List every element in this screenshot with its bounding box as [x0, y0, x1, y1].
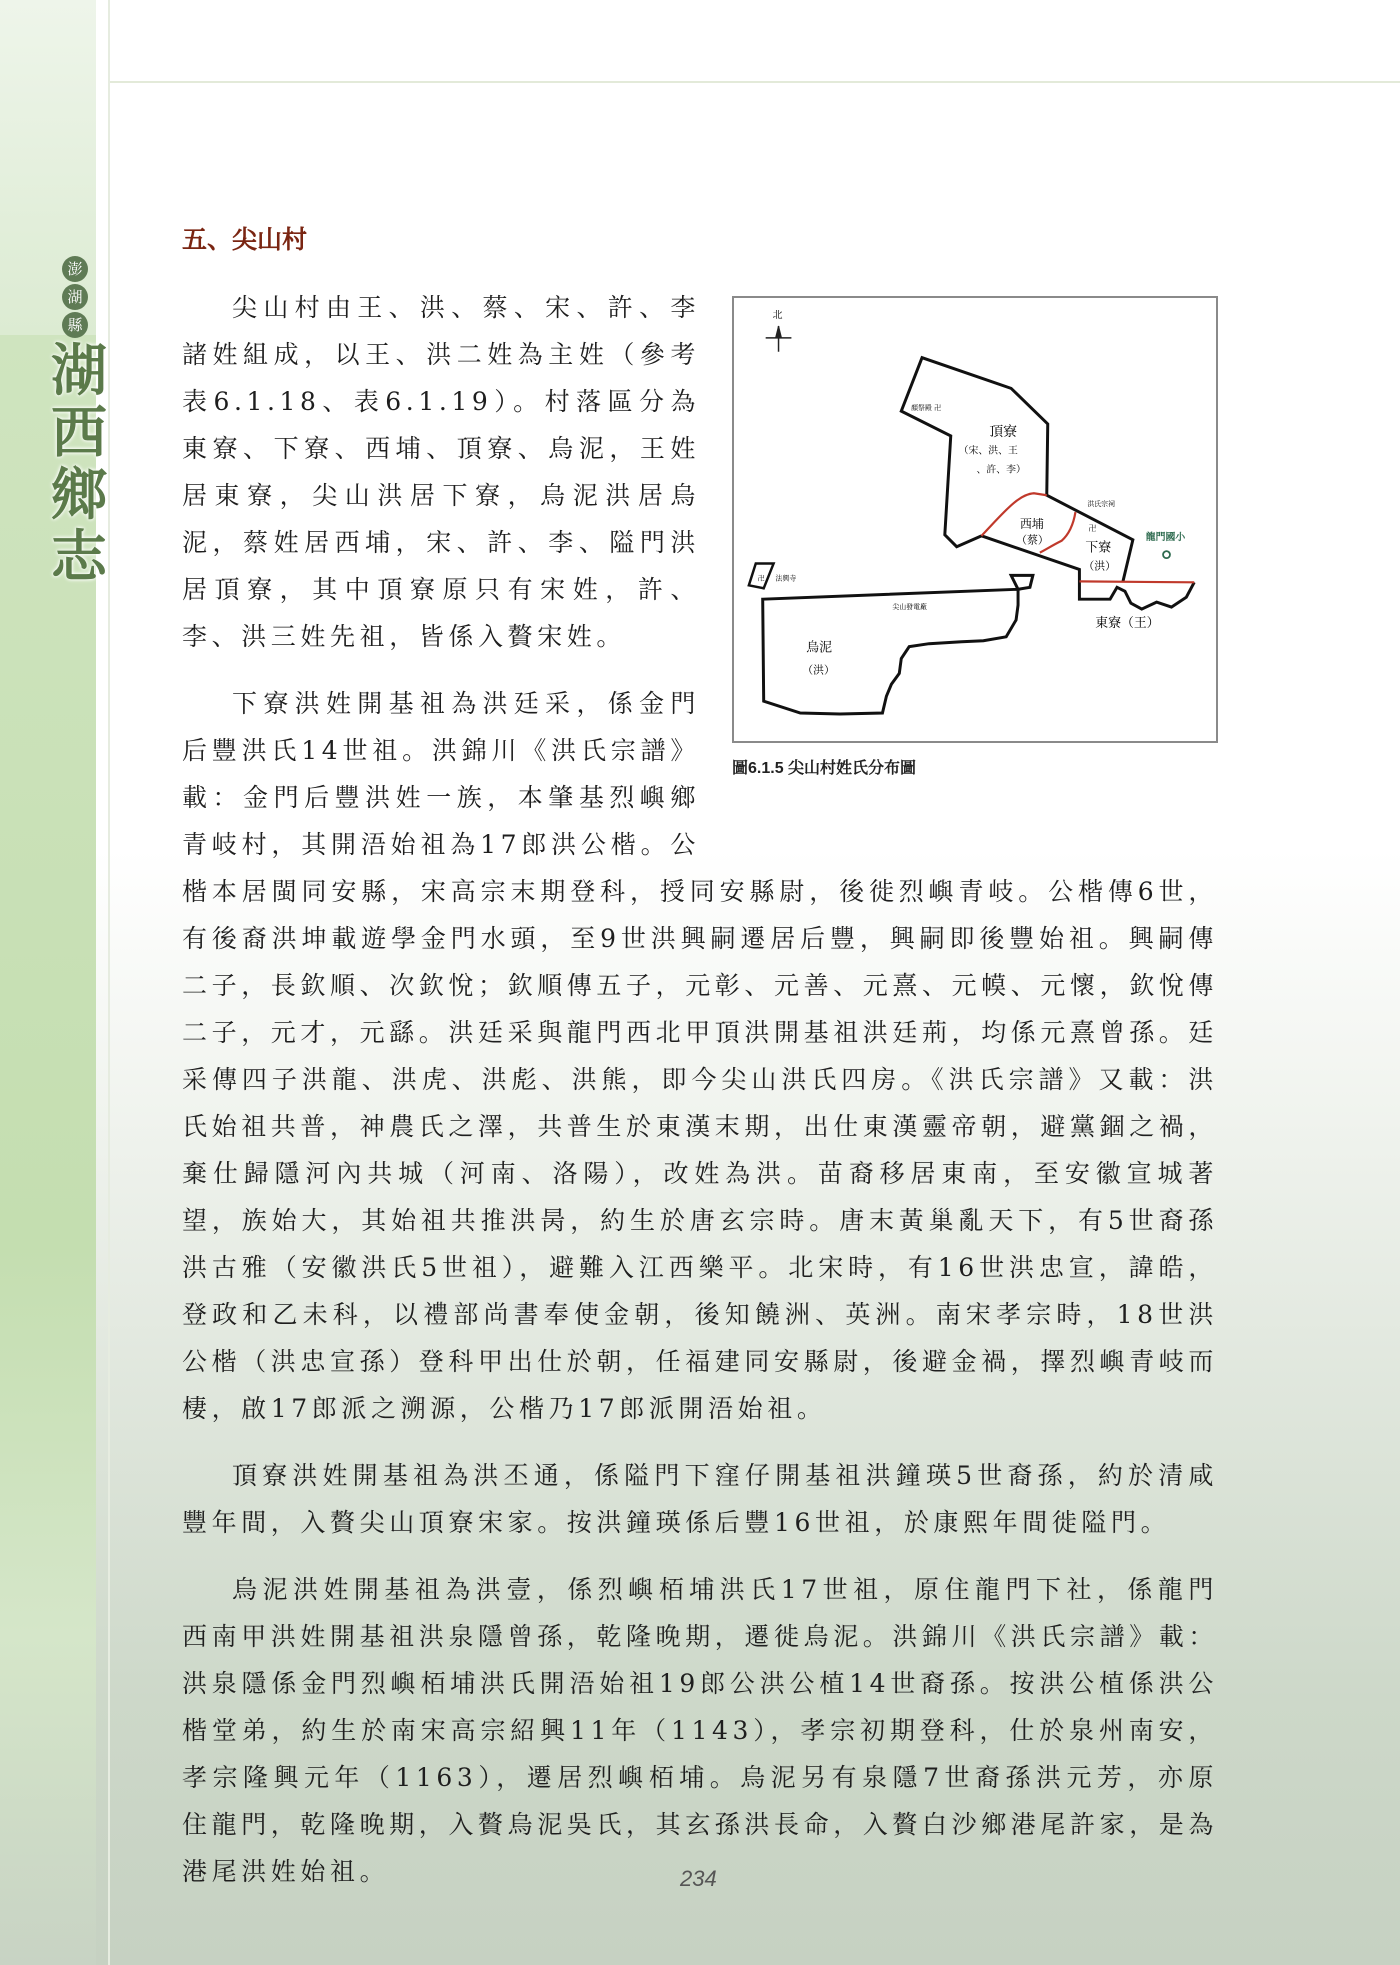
power-plant-label: 尖山發電廠	[892, 603, 927, 612]
book-title-char: 志	[51, 524, 107, 590]
surname-distribution-map	[732, 296, 1218, 743]
page-margin-line	[108, 0, 110, 1965]
county-char: 縣	[62, 312, 88, 338]
xialiao-names: （洪）	[1083, 559, 1117, 573]
dongliao-label: 東寮（王）	[1095, 615, 1160, 631]
county-badge	[62, 256, 90, 340]
book-title-char: 西	[51, 400, 107, 466]
xialiao-label: 下寮	[1085, 540, 1112, 556]
map-figure	[732, 296, 1218, 856]
book-title	[44, 340, 114, 588]
school-label: 龍門國小	[1145, 531, 1186, 543]
yanjidian-label: 顏祭殿 卍	[911, 404, 941, 413]
page-number: 234	[680, 1866, 717, 1891]
dingliao-names: 、許、李）	[976, 464, 1026, 476]
temple-icon: 卍	[1088, 523, 1097, 533]
xipu-label: 西埔	[1020, 516, 1044, 531]
wuni-label: 烏泥	[806, 640, 832, 656]
xipu-names: （蔡）	[1016, 533, 1049, 547]
county-char: 湖	[62, 284, 88, 310]
figure-caption: 圖6.1.5 尖山村姓氏分布圖	[732, 760, 917, 777]
wuni-boundary	[763, 575, 1033, 714]
paragraph: 尖山村由王、洪、蔡、宋、許、李諸姓組成，以王、洪二姓為主姓（參考表6.1.18、表6.1.19）。村落區分為東寮、下寮、西埔、頂寮、烏泥，王姓居東寮，尖山洪居下寮，烏泥洪居烏泥，蔡姓居西埔，宋、許、李、隘門洪居頂寮，其中頂寮原只有宋姓，許、李、洪三姓先祖，皆係入贅宋姓。	[182, 293, 700, 651]
faxing-label: 法興寺	[775, 574, 797, 583]
book-title-char: 湖	[51, 338, 107, 404]
temple-icon: 卍	[757, 574, 765, 583]
section-title: 五、尖山村	[182, 225, 308, 254]
wuni-names: （洪）	[802, 663, 835, 677]
header-rule	[110, 81, 1400, 83]
school-marker-icon	[1163, 551, 1170, 558]
sidebar-band-bottom	[0, 1635, 96, 1965]
dongliao-boundary	[1079, 581, 1194, 582]
north-label: 北	[772, 310, 783, 322]
paragraph: 頂寮洪姓開基祖為洪丕通，係隘門下窪仔開基祖洪鐘瑛5世裔孫，約於清咸豐年間，入贅尖山頂寮宋家。按洪鐘瑛係后豐16世祖，於康熙年間徙隘門。	[182, 1461, 1218, 1537]
main-content	[182, 220, 1218, 1915]
compass-icon	[766, 326, 792, 352]
book-title-char: 鄉	[51, 462, 107, 528]
hong-shrine-label: 洪氏宗祠	[1087, 500, 1115, 509]
paragraph: 下寮洪姓開基祖為洪廷采，係金門后豐洪氏14世祖。洪錦川《洪氏宗譜》載：金門后豐洪姓一族，本肇基烈嶼鄉青岐村，其開浯始祖為17郎洪公楷。公楷本居閩同安縣，宋高宗末期登科，授同安縣尉，後徙烈嶼青岐。公楷傳6世，有後裔洪坤載遊學金門水頭，至9世洪興嗣遷居后豐，興嗣即後豐始祖。興嗣傳二子，長欽順、次欽悅；欽順傳五子，元彰、元善、元熹、元幙、元懷，欽悅傳二子，元才，元繇。洪廷采與龍門西北甲頂洪開基祖洪廷荊，均係元熹曾孫。廷采傳四子洪龍、洪虎、洪彪、洪熊，即今尖山洪氏四房。《洪氏宗譜》又載：洪氏始祖共普，神農氏之澤，共普生於東漢末期，出仕東漢靈帝朝，避黨錮之禍，棄仕歸隱河內共城（河南、洛陽），改姓為洪。苗裔移居東南，至安徽宣城著望，族始大，其始祖共推洪昺，約生於唐玄宗時。唐末黃巢亂天下，有5世裔孫洪古雅（安徽洪氏5世祖），避難入江西樂平。北宋時，有16世洪忠宣，諱皓，登政和乙未科，以禮部尚書奉使金朝，後知饒洲、英洲。南宋孝宗時，18世洪公楷（洪忠宣孫）登科甲出仕於朝，任福建同安縣尉，後避金禍，擇烈嶼青岐而棲，啟17郎派之溯源，公楷乃17郎派開浯始祖。	[182, 689, 1219, 1423]
dingliao-label: 頂寮	[989, 423, 1018, 440]
dingliao-names: （宋、洪、王	[958, 445, 1018, 457]
county-char: 澎	[62, 256, 88, 282]
paragraph: 烏泥洪姓開基祖為洪壹，係烈嶼栢埔洪氏17世祖，原住龍門下社，係龍門西南甲洪姓開基祖洪泉隱曾孫，乾隆晚期，遷徙烏泥。洪錦川《洪氏宗譜》載：洪泉隱係金門烈嶼栢埔洪氏開浯始祖19郎公洪公植14世裔孫。按洪公植係洪公楷堂弟，約生於南宋高宗紹興11年（1143），孝宗初期登科，仕於泉州南安，孝宗隆興元年（1163），遷居烈嶼栢埔。烏泥另有泉隱7世裔孫洪元芳，亦原住龍門，乾隆晚期，入贅烏泥吳氏，其玄孫洪長命，入贅白沙鄉港尾許家，是為港尾洪姓始祖。	[182, 1575, 1219, 1886]
